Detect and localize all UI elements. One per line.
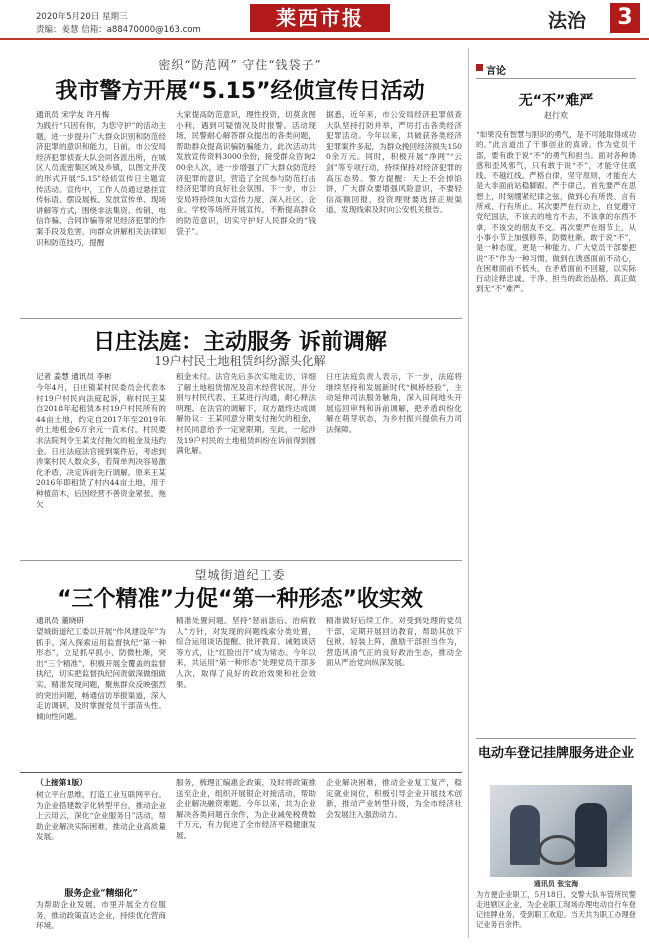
article4-continued: （上接第1版） — [36, 778, 87, 787]
section-marker-icon — [476, 64, 483, 71]
article2-col2: 租金未付。法官先后多次实地走访，详细了解土地租赁情况及苗木经营状况，并分别与村民代表、王某进行沟通，耐心释法明理。在法官的调解下，双方最终达成调解协议：王某同意分期支付拖欠的租金，村民同意给予一定宽限期。至此，一起涉及19户村民的土地租赁纠纷在诉前得到圆满化解。 — [176, 372, 316, 456]
section-name: 法治 — [548, 10, 587, 32]
article1-headline: 我市警方开展“5.15”经侦宣传日活动 — [55, 79, 425, 104]
article4-col1: 树立平台思维，打造工业互联网平台。为企业搭建数字化转型平台，推动企业上云用云，深化“企业服务日”活动，帮助企业解决实际困难，推动企业高质量发展。 — [36, 790, 166, 842]
ebike-photo — [490, 785, 632, 877]
opinion-title: 无“不”难严 — [518, 93, 594, 109]
article1-byline: 通讯员 宋学友 许月梅 — [36, 110, 110, 119]
article3-headline: “三个精准”力促“第一种形态”收实效 — [57, 587, 423, 612]
article3-col2: 精准处置问题。坚持“惩前毖后、治病救人”方针，对发现的问题线索分类处置，综合运用谈话提醒、批评教育、诫勉谈话等方式，让“红脸出汗”成为常态。今年以来，共运用“第一种形态”处理党员干部多人次，取得了良好的政治效果和社会效果。 — [176, 616, 316, 689]
divider-3 — [20, 772, 462, 773]
article2-headline: 日庄法庭：主动服务 诉前调解 — [93, 330, 387, 355]
opinion-rule — [476, 78, 636, 79]
editor-info: 责编：姜慧 信箱：a88470000@163.com — [36, 25, 201, 35]
person-figure — [575, 803, 607, 867]
article2-byline: 记者 姜慧 通讯员 李彬 — [36, 372, 112, 381]
divider-1 — [20, 318, 462, 319]
ebike-byline: 通讯员 张宝海 — [533, 879, 579, 888]
issue-date: 2020年5月20日 星期三 — [36, 12, 128, 22]
opinion-author: 赵行欢 — [544, 111, 568, 120]
page-number: 3 — [610, 3, 640, 33]
article4-col3: 企业解决困难，推动企业复工复产，稳定就业岗位，积极引导企业开展技术创新，推动产业转型升级，为全市经济社会发展注入强劲动力。 — [326, 778, 462, 819]
article2-col1: 今年4月，日庄镇某村民委员会代表本村19户村民向法庭起诉，称村民王某自2018年起租赁本村19户村民所有的44亩土地，约定自2017年至2019年的土地租金6万余元一直未付。村民要求法院判令王某支付拖欠的租金及违约金。日庄法庭法官接到案件后，考虑到涉案村民人数众多，若简单判决容易激化矛盾，决定诉前先行调解。原来王某2016年即租赁了村内44亩土地，用于种植苗木，后因经营不善资金紧张，拖欠 — [36, 383, 166, 509]
article3-col3: 精准做好后续工作。对受到处理的党员干部，定期开展回访教育，帮助其放下包袱、轻装上阵，激励干部担当作为，营造风清气正的良好政治生态，推动全面从严治党向纵深发展。 — [326, 616, 462, 668]
ebike-title: 电动车登记挂牌服务进企业 — [477, 746, 634, 761]
article2-subtitle: 19户村民土地租赁纠纷源头化解 — [154, 354, 326, 368]
article4-col2: 服务，梳理汇编惠企政策，及时将政策推送至企业，组织开展银企对接活动，帮助企业解决融资难题。今年以来，共为企业解决各类问题百余件，为企业减免税费数千万元，有力促进了全市经济平稳健康发展。 — [176, 778, 316, 840]
divider-2 — [20, 560, 462, 561]
article3-kicker: 望城街道纪工委 — [194, 568, 286, 582]
column-divider — [468, 48, 469, 938]
divider-right — [476, 738, 636, 739]
article3-byline: 通讯员 董晓研 — [36, 616, 84, 625]
article1-col1: 为践行“只因有你，为您守护”的活动主题，进一步提升广大群众识别和防范经济犯罪的意识和能力，日前，市公安局经济犯罪侦查大队会同各派出所，在城区人员流密集区域及乡镇，以图文并茂的形式开展“5.15”经侦宣传日主题宣传活动。宣传中，工作人员通过悬挂宣传标语、摆设展板、发放宣传单、现场讲解等方式，围绕非法集资、传销、电信诈骗、合同诈骗等常见经济犯罪的作案手段及危害，向群众讲解相关法律知识和防范技巧，提醒 — [36, 121, 166, 247]
article1-col3: 据悉，近年来，市公安局经济犯罪侦查大队坚持打防并举，严厉打击各类经济犯罪活动。今年以来，共破获各类经济犯罪案件多起，为群众挽回经济损失1500余万元。同时，积极开展“净网”“云剑”等专项行动，持续保持对经济犯罪的高压态势。警方提醒：天上不会掉馅饼，广大群众要增强风险意识，不要轻信高额回报，投资理财要选择正规渠道，发现线索及时向公安机关报告。 — [326, 110, 462, 215]
article2-col3: 日庄法庭负责人表示，下一步，法庭将继续坚持和发展新时代“枫桥经验”，主动延伸司法服务触角，深入田间地头开展巡回审判和诉前调解，把矛盾纠纷化解在萌芽状态，为乡村振兴提供有力司法保障。 — [326, 372, 462, 434]
ebike-body: 为方便企业职工，5月18日，交警大队车管所民警走进辖区企业，为企业职工现场办理电动自行车登记挂牌业务，受到职工欢迎。当天共为职工办理登记业务百余件。 — [476, 890, 636, 929]
bike-wheel — [538, 835, 578, 865]
article4-col1b: 为帮助企业发展，市里开展全方位服务，推动政策直达企业，持续优化营商环境。 — [36, 900, 166, 931]
opinion-label: 言论 — [486, 66, 506, 77]
article3-col1: 望城街道纪工委以开展“作风建设年”为抓手，深入探索运用监督执纪“第一种形态”，立足抓早抓小、防微杜渐，突出“三个精准”，积极开展全覆盖的监督执纪，切实把监督执纪问责做深做细做实。精准发现问题，聚焦群众反映强烈的突出问题，畅通信访举报渠道，深入走访调研，及时掌握党员干部苗头性、倾向性问题。 — [36, 627, 166, 721]
opinion-body: “如果没有智慧与胆识的勇气，是不可能取得成功的。”此言道出了干事创业的真谛。作为党员干部，要有敢于说“不”的勇气和担当。面对各种诱惑和歪风邪气，只有敢于说“不”，才能守住底线、不越红线。严格自律，坚守原则，才能在大是大非面前站稳脚跟。严于律己，首先要严在思想上，时刻绷紧纪律之弦，做到心有所畏、言有所戒、行有所止。其次要严在行动上，自觉遵守党纪国法，不该去的地方不去，不该拿的东西不拿，不该交的朋友不交。再次要严在细节上，从小事小节上加强修养，防微杜渐。敢于说“不”，是一种态度，更是一种能力。广大党员干部要把说“不”作为一种习惯，做到在诱惑面前不动心，在困难面前不低头，在矛盾面前不回避，以实际行动诠释忠诚、干净、担当的政治品格，真正做到无“不”难严。 — [476, 130, 636, 294]
article4-subheading: 服务企业“精细化” — [64, 889, 138, 899]
person-figure — [510, 805, 540, 865]
article1-kicker: 密织“防范网” 守住“钱袋子” — [158, 58, 322, 72]
article1-col2: 大家提高防范意识，理性投资，切莫贪图小利，遇到可疑情况及时报警。活动现场，民警耐心解答群众提出的各类问题，帮助群众提高识骗防骗能力。此次活动共发放宣传资料3000余份，接受群众咨询200余人次，进一步增强了广大群众防范经济犯罪的意识，营造了全民参与防范打击经济犯罪的良好社会氛围。下一步，市公安局将持续加大宣传力度，深入社区、企业、学校等场所开展宣传，不断提高群众的防范意识，切实守护好人民群众的“钱袋子”。 — [176, 110, 316, 236]
masthead-logo: 莱西市报 — [250, 4, 390, 32]
